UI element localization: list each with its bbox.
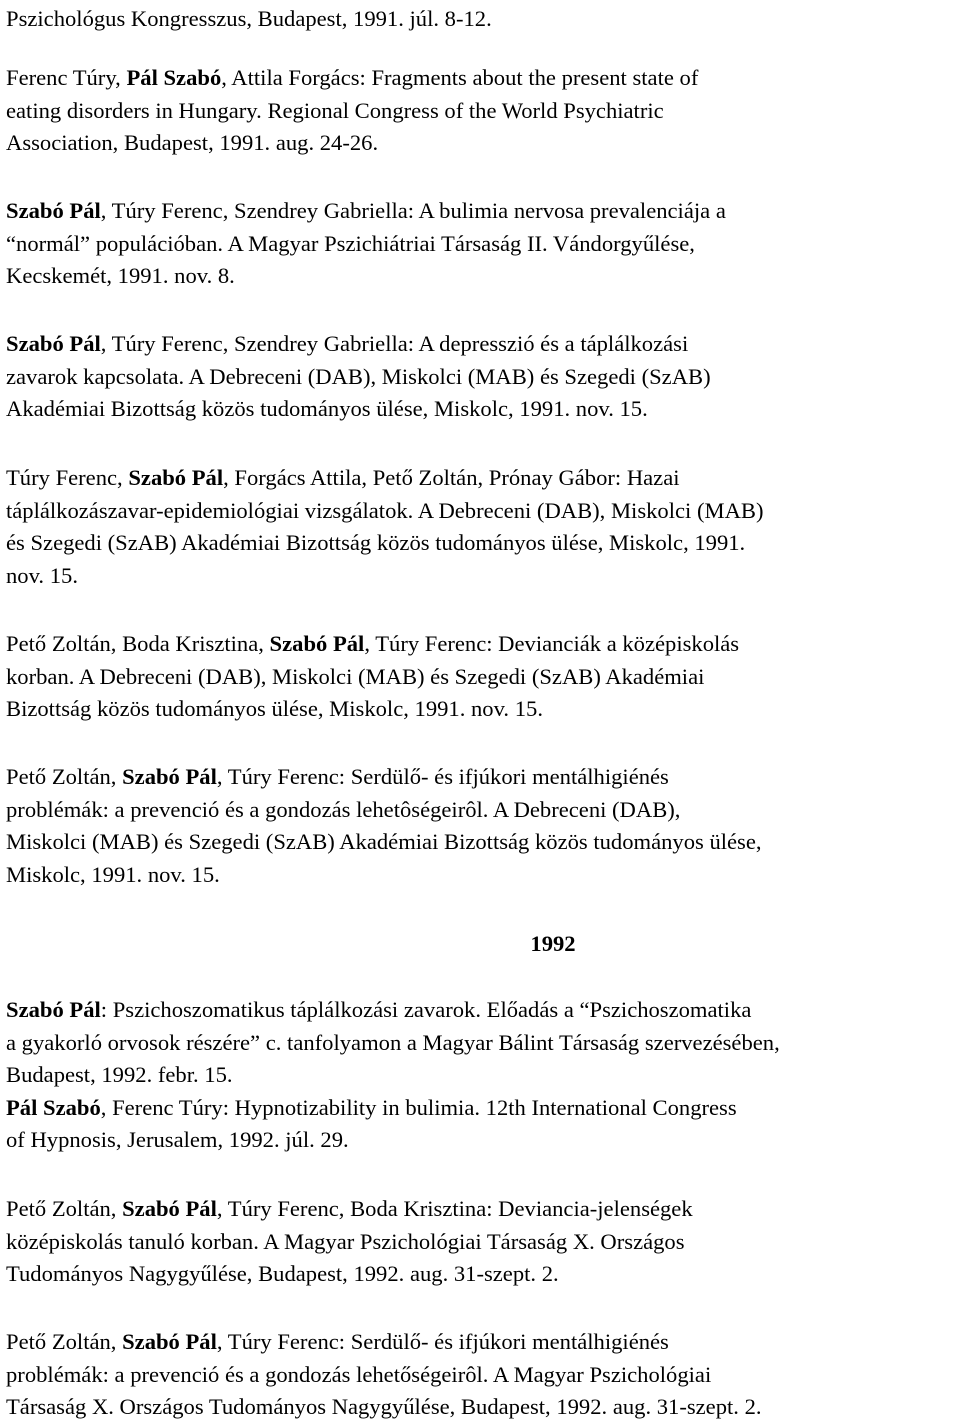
entry-text: , Túry Ferenc: Serdülő- és ifjúkori mentálhigiénés (216, 1329, 669, 1354)
author-highlight: Szabó Pál (6, 198, 101, 223)
entry-text: , Túry Ferenc: Devianciák a középiskolás (364, 631, 740, 656)
entry-line (6, 1326, 956, 1359)
entry-text: , Túry Ferenc, Szendrey Gabriella: A depresszió és a táplálkozási (100, 331, 689, 356)
entry-line (6, 3, 956, 36)
entry-text: Miskolci (MAB) és Szegedi (SzAB) Akadémiai Bizottság közös tudományos ülése, (6, 829, 762, 854)
entry-line (6, 826, 956, 859)
entry-text: “normál” populációban. A Magyar Pszichiátriai Társaság II. Vándorgyűlése, (6, 230, 695, 256)
entry-text: , Túry Ferenc, Boda Krisztina: Deviancia-jelenségek (216, 1196, 693, 1221)
entry-text: Pszichológus Kongresszus, Budapest, 1991. júl. 8-12. (6, 6, 492, 31)
bibliography-entry (6, 1193, 956, 1291)
author-highlight: Szabó Pál (122, 1196, 217, 1221)
entry-text: Miskolc, 1991. nov. 15. (6, 861, 220, 887)
entry-line (6, 95, 956, 128)
entry-text: zavarok kapcsolata. A Debreceni (DAB), Miskolci (MAB) és Szegedi (SzAB) (6, 363, 711, 389)
entry-text: táplálkozászavar-epidemiológiai vizsgálatok. A Debreceni (DAB), Miskolci (MAB) (6, 497, 764, 523)
entry-text: of Hypnosis, Jerusalem, 1992. júl. 29. (6, 1127, 349, 1152)
entry-line (6, 994, 956, 1027)
entry-text: Tudományos Nagygyűlése, Budapest, 1992. aug. 31-szept. 2. (6, 1261, 559, 1286)
entry-text: , Attila Forgács: Fragments about the present state of (221, 65, 699, 90)
entry-text: problémák: a prevenció és a gondozás lehetôségeirôl. A Debreceni (DAB), (6, 796, 681, 822)
entry-text: korban. A Debreceni (DAB), Miskolci (MAB) és Szegedi (SzAB) Akadémiai (6, 663, 705, 689)
year-heading: 1992 (530, 931, 576, 956)
entry-line (6, 794, 956, 827)
entry-text: Kecskemét, 1991. nov. 8. (6, 263, 235, 288)
entry-line (6, 1359, 956, 1392)
entry-line (6, 527, 956, 560)
entry-line (6, 1193, 956, 1226)
author-highlight: Szabó Pál (122, 1329, 217, 1354)
entry-text: eating disorders in Hungary. Regional Congress of the World Psychiatric (6, 97, 664, 123)
entry-text: Pető Zoltán, Boda Krisztina, (6, 631, 270, 656)
bibliography-entry (6, 994, 956, 1157)
entry-line (6, 228, 956, 261)
author-highlight: Szabó Pál (269, 631, 365, 656)
author-highlight: Szabó Pál (6, 331, 101, 356)
bibliography-entry (6, 462, 956, 592)
entry-text: , Ferenc Túry: Hypnotizability in bulimia. 12th International Congress (100, 1094, 737, 1120)
entry-line (6, 1092, 956, 1125)
entry-text: Akadémiai Bizottság közös tudományos ülése, Miskolc, 1991. nov. 15. (6, 396, 648, 421)
entry-text: problémák: a prevenció és a gondozás lehetőségeirôl. A Magyar Pszichológiai (6, 1361, 712, 1387)
entry-line (6, 693, 956, 726)
entry-line (6, 1258, 956, 1291)
entry-line (6, 661, 956, 694)
entry-line (6, 1391, 956, 1424)
author-highlight: Szabó Pál (128, 465, 224, 490)
entry-text: a gyakorló orvosok részére” c. tanfolyamon a Magyar Bálint Társaság szervezésében, (6, 1029, 780, 1055)
bibliography-entry (6, 328, 956, 426)
entry-text: Pető Zoltán, (6, 1329, 123, 1354)
entry-text: Bizottság közös tudományos ülése, Miskolc, 1991. nov. 15. (6, 696, 543, 721)
author-highlight: Szabó Pál (122, 764, 217, 789)
entry-text: nov. 15. (6, 562, 78, 588)
bibliography-entry (6, 1326, 956, 1424)
entry-text: Ferenc Túry, (6, 65, 127, 90)
entry-line (6, 1027, 956, 1060)
entry-text: , Túry Ferenc: Serdülő- és ifjúkori mentálhigiénés (216, 764, 669, 789)
entry-line (6, 495, 956, 528)
entry-line (6, 628, 956, 661)
entry-text: és Szegedi (SzAB) Akadémiai Bizottság közös tudományos ülése, Miskolc, 1991. (6, 530, 746, 555)
entry-text: , Forgács Attila, Pető Zoltán, Prónay Gábor: Hazai (223, 465, 680, 490)
entry-line (6, 462, 956, 495)
author-highlight: Pál Szabó (126, 65, 222, 90)
entry-line (6, 393, 956, 426)
entry-text: : Pszichoszomatikus táplálkozási zavarok. Előadás a “Pszichoszomatika (100, 997, 752, 1022)
entry-text: Pető Zoltán, (6, 764, 123, 789)
entry-text: Pető Zoltán, (6, 1196, 123, 1221)
entry-text: Társaság X. Országos Tudományos Nagygyűlése, Budapest, 1992. aug. 31-szept. 2. (6, 1394, 762, 1419)
entry-text: középiskolás tanuló korban. A Magyar Pszichológiai Társaság X. Országos (6, 1228, 685, 1254)
bibliography-entry (6, 3, 956, 36)
entry-text: Association, Budapest, 1991. aug. 24-26. (6, 130, 379, 155)
author-highlight: Pál Szabó (6, 1094, 101, 1120)
entry-line (6, 859, 956, 892)
bibliography-entry (6, 761, 956, 891)
entry-text: Budapest, 1992. febr. 15. (6, 1062, 233, 1087)
author-highlight: Szabó Pál (6, 997, 101, 1022)
entry-line (6, 761, 956, 794)
entry-line (6, 62, 956, 95)
entry-text: , Túry Ferenc, Szendrey Gabriella: A bulimia nervosa prevalenciája a (100, 198, 726, 223)
entry-line (6, 195, 956, 228)
entry-text: Túry Ferenc, (6, 465, 129, 490)
entry-line (6, 1124, 956, 1157)
entry-line (6, 127, 956, 160)
entry-line (6, 560, 956, 593)
entry-line (6, 328, 956, 361)
entry-line (6, 260, 956, 293)
bibliography-entry (6, 628, 956, 726)
entry-line (6, 1059, 956, 1092)
entry-line (6, 361, 956, 394)
bibliography-entry (6, 195, 956, 293)
bibliography-entry (6, 62, 956, 160)
entry-line (6, 1226, 956, 1259)
